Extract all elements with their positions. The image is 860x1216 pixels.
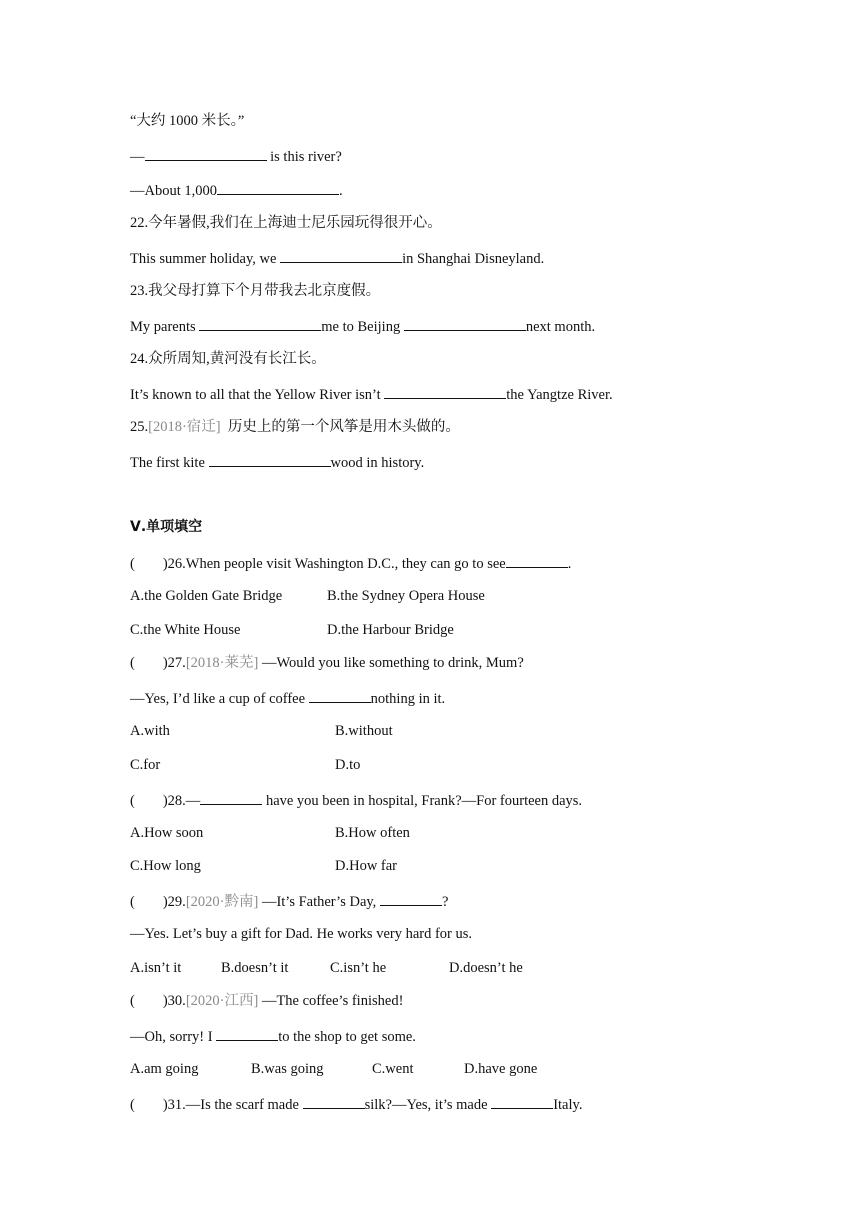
q29-stem-suffix: ? — [441, 894, 449, 910]
q21-answer-prefix: —About 1,000 — [130, 183, 217, 199]
q22-en-suffix: in Shanghai Disneyland. — [402, 251, 545, 267]
q29-option-b[interactable]: B.doesn’t it — [221, 960, 289, 976]
q24-en-suffix: the Yangtze River. — [506, 387, 613, 403]
q23-chinese: 23.我父母打算下个月带我去北京度假。 — [130, 283, 381, 299]
q30-stem — [130, 992, 403, 1010]
q29-option-a[interactable]: A.isn’t it — [130, 960, 182, 976]
q24-english — [130, 384, 613, 404]
q29-paren: ( — [130, 894, 135, 910]
q25-chinese-text: 历史上的第一个风筝是用木头做的。 — [227, 419, 460, 435]
q26-stem-end: . — [567, 556, 572, 572]
q30-option-b[interactable]: B.was going — [251, 1061, 324, 1077]
q28-option-d[interactable]: D.How far — [335, 858, 398, 874]
q30-option-d[interactable]: D.have gone — [464, 1061, 538, 1077]
q25-blank[interactable] — [209, 452, 331, 467]
q28-stem-prefix: )28.— — [162, 793, 201, 809]
q31-stem-prefix: )31.—Is the scarf made — [162, 1097, 303, 1113]
q30-reply-suffix: to the shop to get some. — [278, 1029, 416, 1045]
q29-option-c[interactable]: C.isn’t he — [330, 960, 387, 976]
q27-number: )27. — [162, 655, 186, 671]
q27-reply — [130, 688, 445, 708]
q25-chinese — [130, 418, 460, 436]
q27-option-d[interactable]: D.to — [335, 757, 361, 773]
q22-en-prefix: This summer holiday, we — [130, 251, 281, 267]
q24-blank[interactable] — [384, 384, 506, 399]
q21-question-suffix: is this river? — [266, 149, 342, 165]
q30-paren: ( — [130, 993, 135, 1009]
q27-reply-prefix: —Yes, I’d like a cup of coffee — [130, 691, 309, 707]
q31-stem — [130, 1094, 582, 1114]
q27-option-a[interactable]: A.with — [130, 723, 170, 739]
q21-blank-1[interactable] — [145, 146, 267, 161]
q24-chinese: 24.众所周知,黄河没有长江长。 — [130, 351, 326, 367]
q26-paren: ( — [130, 556, 135, 572]
q28-stem — [130, 790, 582, 810]
q26-option-b[interactable]: B.the Sydney Opera House — [327, 588, 485, 604]
q25-number: 25. — [130, 419, 149, 435]
q26-stem — [130, 553, 571, 573]
q26-stem-text: )26.When people visit Washington D.C., they can go to see — [162, 556, 506, 572]
q30-source: [2020·江西] — [185, 993, 259, 1009]
q22-english — [130, 248, 544, 268]
q26-option-d[interactable]: D.the Harbour Bridge — [327, 622, 454, 638]
q30-reply-prefix: —Oh, sorry! I — [130, 1029, 217, 1045]
q30-option-c[interactable]: C.went — [372, 1061, 414, 1077]
q29-option-d[interactable]: D.doesn’t he — [449, 960, 523, 976]
q28-option-a[interactable]: A.How soon — [130, 825, 204, 841]
q22-chinese: 22.今年暑假,我们在上海迪士尼乐园玩得很开心。 — [130, 215, 442, 231]
q28-option-c[interactable]: C.How long — [130, 858, 201, 874]
q27-paren: ( — [130, 655, 135, 671]
section-heading: Ⅴ.单项填空 — [130, 519, 203, 535]
q21-answer — [130, 180, 343, 200]
q26-blank[interactable] — [506, 553, 568, 568]
q31-stem-middle: silk?—Yes, it’s made — [364, 1097, 492, 1113]
q27-stem — [130, 654, 524, 672]
q21-blank-2[interactable] — [217, 180, 339, 195]
q21-question-prefix: — — [130, 149, 145, 165]
q27-option-c[interactable]: C.for — [130, 757, 161, 773]
q30-blank[interactable] — [216, 1026, 278, 1041]
q27-blank[interactable] — [309, 688, 371, 703]
q30-option-a[interactable]: A.am going — [130, 1061, 199, 1077]
q30-reply — [130, 1026, 416, 1046]
q29-blank[interactable] — [380, 891, 442, 906]
q29-stem-prefix: —It’s Father’s Day, — [258, 894, 380, 910]
q28-option-b[interactable]: B.How often — [335, 825, 410, 841]
q29-number: )29. — [162, 894, 186, 910]
q25-source: [2018·宿迁] — [148, 419, 221, 435]
q31-stem-suffix: Italy. — [553, 1097, 583, 1113]
q31-paren: ( — [130, 1097, 135, 1113]
q23-blank-1[interactable] — [199, 316, 321, 331]
q21-chinese: “大约 1000 米长。” — [130, 113, 245, 129]
q28-blank[interactable] — [200, 790, 262, 805]
q26-option-a[interactable]: A.the Golden Gate Bridge — [130, 588, 283, 604]
q29-stem — [130, 891, 448, 911]
q26-option-c[interactable]: C.the White House — [130, 622, 241, 638]
q23-english — [130, 316, 595, 336]
q25-english — [130, 452, 424, 472]
q31-blank-1[interactable] — [303, 1094, 365, 1109]
q31-blank-2[interactable] — [491, 1094, 553, 1109]
q24-en-prefix: It’s known to all that the Yellow River isn’t — [130, 387, 385, 403]
q28-paren: ( — [130, 793, 135, 809]
q29-source: [2020·黔南] — [185, 894, 259, 910]
q27-option-b[interactable]: B.without — [335, 723, 393, 739]
q30-number: )30. — [162, 993, 186, 1009]
q30-stem-text: —The coffee’s finished! — [258, 993, 404, 1009]
q22-blank[interactable] — [280, 248, 402, 263]
q23-en-part3: next month. — [525, 319, 596, 335]
q27-reply-suffix: nothing in it. — [370, 691, 446, 707]
q27-source: [2018·莱芜] — [185, 655, 259, 671]
q29-reply: —Yes. Let’s buy a gift for Dad. He works very hard for us. — [130, 926, 473, 942]
q21-answer-suffix: . — [339, 183, 343, 199]
q27-stem-text: —Would you like something to drink, Mum? — [258, 655, 524, 671]
q28-stem-suffix: have you been in hospital, Frank?—For fourteen days. — [262, 793, 583, 809]
q25-en-prefix: The first kite — [130, 455, 209, 471]
q25-en-suffix: wood in history. — [330, 455, 425, 471]
q23-en-part1: My parents — [130, 319, 200, 335]
q23-en-part2: me to Beijing — [321, 319, 404, 335]
q21-question — [130, 146, 342, 166]
q23-blank-2[interactable] — [404, 316, 526, 331]
